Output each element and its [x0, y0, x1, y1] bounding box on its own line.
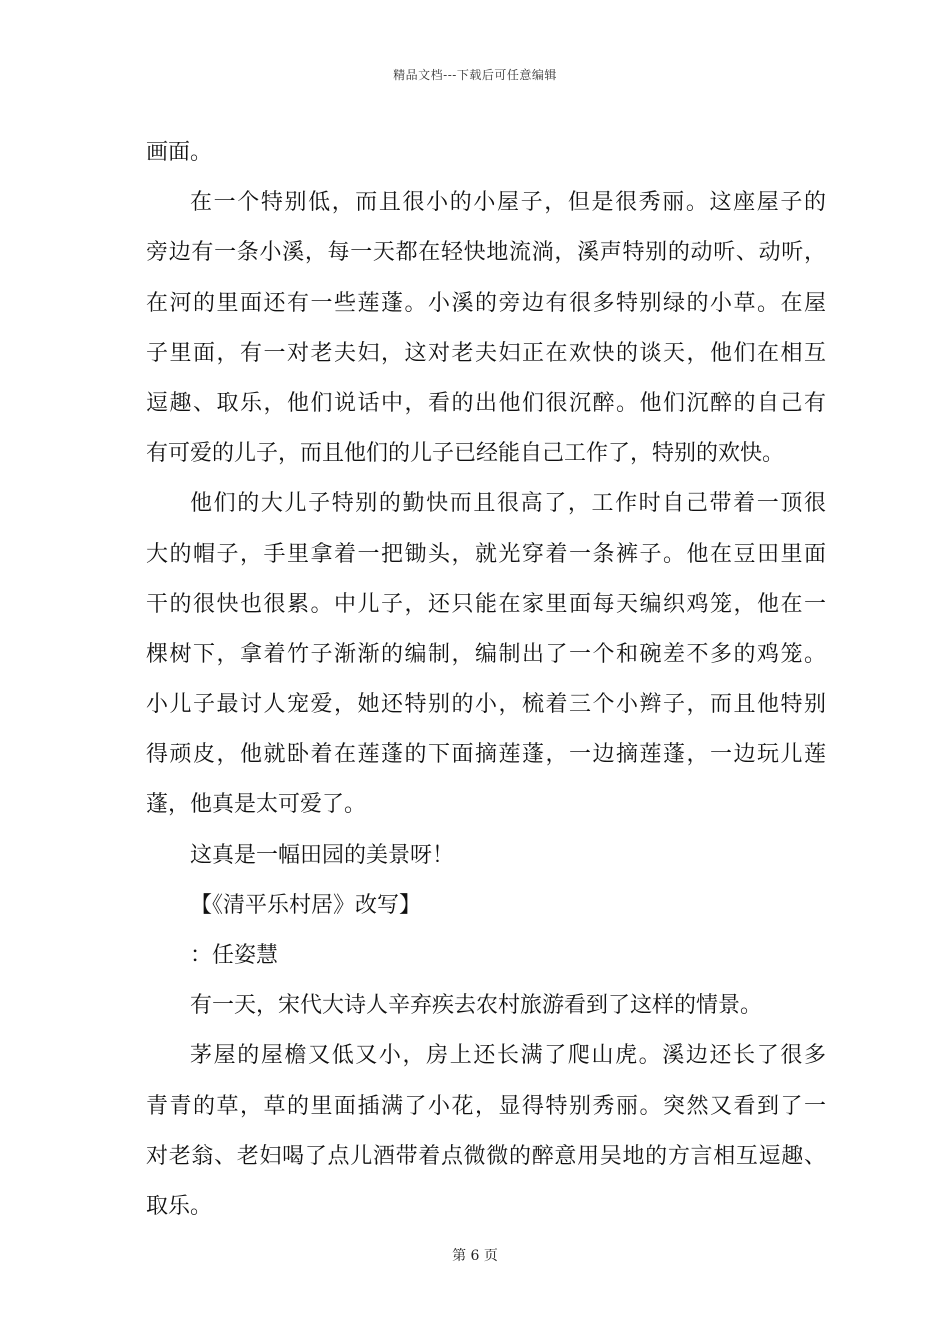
text-line: 茅屋的屋檐又低又小，房上还长满了爬山虎。溪边还长了很多	[190, 1043, 826, 1069]
text-line: 青青的草，草的里面插满了小花，显得特别秀丽。突然又看到了一	[146, 1093, 826, 1119]
text-line: 棵树下，拿着竹子渐渐的编制，编制出了一个和碗差不多的鸡笼。	[146, 641, 826, 667]
text-line: 这真是一幅田园的美景呀！	[190, 842, 455, 868]
text-line: 有一天，宋代大诗人辛弃疾去农村旅游看到了这样的情景。	[190, 993, 763, 1019]
text-line: 旁边有一条小溪，每一天都在轻快地流淌，溪声特别的动听、动听，	[146, 240, 826, 266]
page-header: 精品文档---下载后可任意编辑	[393, 68, 557, 82]
text-line: 逗趣、取乐，他们说话中，看的出他们很沉醉。他们沉醉的自己有	[146, 390, 826, 416]
page-number: 第 6 页	[452, 1248, 498, 1264]
text-line: 在一个特别低，而且很小的小屋子，但是很秀丽。这座屋子的	[190, 190, 826, 216]
text-line: 有可爱的儿子，而且他们的儿子已经能自己工作了，特别的欢快。	[146, 441, 785, 467]
text-line: 【《清平乐村居》改写】	[190, 892, 422, 918]
text-line: 画面。	[146, 140, 213, 165]
text-line: 得顽皮，他就卧着在莲蓬的下面摘莲蓬，一边摘莲蓬，一边玩儿莲	[146, 742, 826, 768]
document-body	[146, 128, 826, 1232]
text-line: 子里面，有一对老夫妇，这对老夫妇正在欢快的谈天，他们在相互	[146, 340, 826, 366]
text-line: ：任姿慧	[190, 943, 279, 968]
text-line: 小儿子最讨人宠爱，她还特别的小，梳着三个小辫子，而且他特别	[146, 692, 826, 718]
text-line: 取乐。	[146, 1193, 213, 1219]
text-line: 在河的里面还有一些莲蓬。小溪的旁边有很多特别绿的小草。在屋	[146, 290, 826, 316]
text-line: 干的很快也很累。中儿子，还只能在家里面每天编织鸡笼，他在一	[146, 591, 826, 617]
text-line: 大的帽子，手里拿着一把锄头，就光穿着一条裤子。他在豆田里面	[146, 541, 826, 567]
text-line: 对老翁、老妇喝了点儿酒带着点微微的醉意用吴地的方言相互逗趣、	[146, 1143, 826, 1169]
text-line: 他们的大儿子特别的勤快而且很高了，工作时自己带着一顶很	[190, 491, 826, 517]
text-line: 蓬，他真是太可爱了。	[146, 792, 367, 818]
